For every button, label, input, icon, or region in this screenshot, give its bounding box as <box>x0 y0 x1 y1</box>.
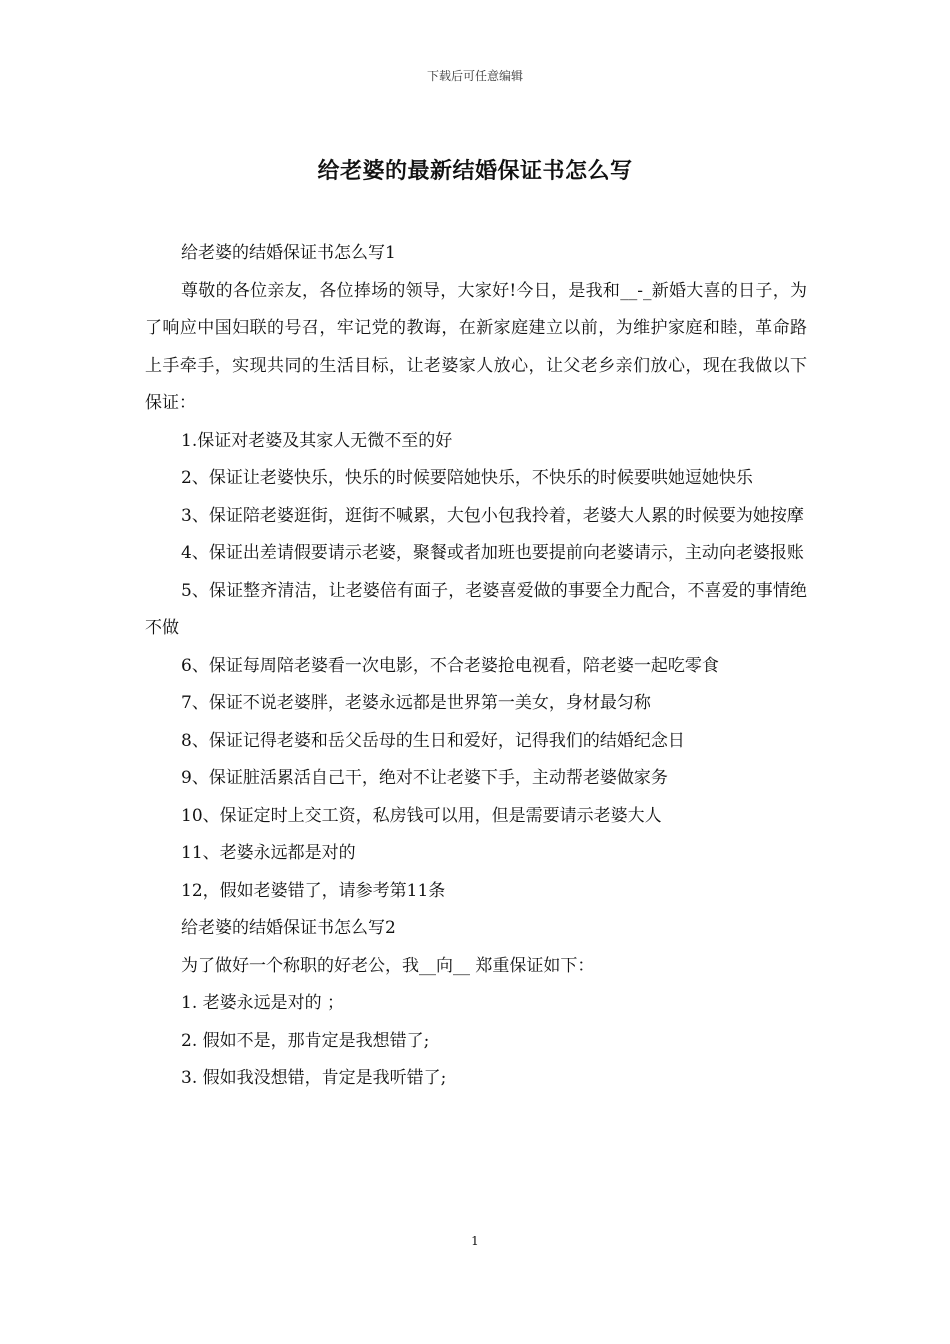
page-number: 1 <box>471 1234 479 1248</box>
list-item: 10、保证定时上交工资，私房钱可以用，但是需要请示老婆大人 <box>181 805 662 826</box>
list-item: 12，假如老婆错了，请参考第11条 <box>181 880 446 901</box>
section-heading-1: 给老婆的结婚保证书怎么写1 <box>181 243 396 263</box>
list-item: 1. 老婆永远是对的 ； <box>181 993 345 1013</box>
list-item: 9、保证脏活累活自己干，绝对不让老婆下手，主动帮老婆做家务 <box>181 768 668 788</box>
document-body <box>145 235 807 1098</box>
list-item: 7、保证不说老婆胖，老婆永远都是世界第一美女，身材最匀称 <box>181 693 651 713</box>
header-note: 下载后可任意编辑 <box>426 69 523 83</box>
list-item: 5、保证整齐清洁，让老婆倍有面子，老婆喜爱做的事要全力配合，不喜爱的事情绝不做 <box>145 580 807 638</box>
section-heading-2: 给老婆的结婚保证书怎么写2 <box>181 918 396 938</box>
list-item: 3、保证陪老婆逛街，逛街不喊累，大包小包我拎着，老婆大人累的时候要为她按摩 <box>181 505 804 526</box>
list-item: 11、老婆永远都是对的 <box>181 843 356 863</box>
list-item: 4、保证出差请假要请示老婆，聚餐或者加班也要提前向老婆请示，主动向老婆报账 <box>181 543 804 563</box>
list-item: 2. 假如不是，那肯定是我想错了; <box>181 1030 430 1051</box>
list-item: 3. 假如我没想错，肯定是我听错了; <box>181 1068 447 1088</box>
document-title: 给老婆的最新结婚保证书怎么写 <box>317 158 633 184</box>
intro-paragraph: 尊敬的各位亲友，各位捧场的领导，大家好!今日，是我和__-_新婚大喜的日子，为了响应中国妇联的号召，牢记党的教诲，在新家庭建立以前，为维护家庭和睦，革命路上手牵手，实现共同的生活目标，让老婆家人放心，让父老乡亲们放心，现在我做以下保证： <box>145 280 807 413</box>
list-item: 2、保证让老婆快乐，快乐的时候要陪她快乐，不快乐的时候要哄她逗她快乐 <box>181 468 753 488</box>
section-intro: 为了做好一个称职的好老公，我__向__ 郑重保证如下： <box>181 955 595 976</box>
list-item: 6、保证每周陪老婆看一次电影，不合老婆抢电视看，陪老婆一起吃零食 <box>181 655 719 676</box>
list-item: 8、保证记得老婆和岳父岳母的生日和爱好，记得我们的结婚纪念日 <box>181 730 685 751</box>
list-item: 1.保证对老婆及其家人无微不至的好 <box>181 430 453 451</box>
